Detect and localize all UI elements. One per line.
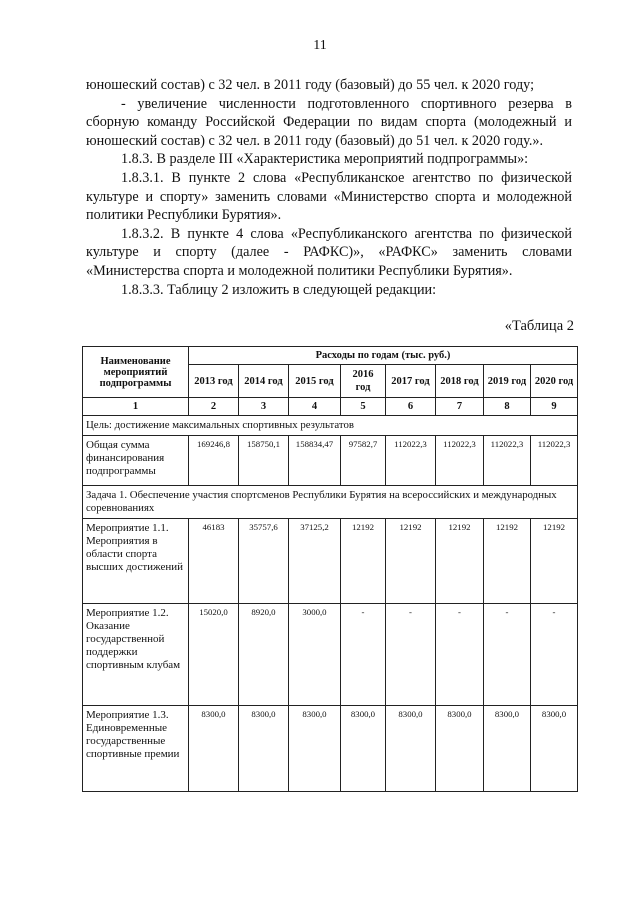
column-number: 5 [341, 398, 386, 416]
paragraph-2: - увеличение численности подготовленного спортивного резерва в сборную команду Российской Федерации по видам спорта (молодежный и юношеский состав) с 32 чел. в 2011 году (базовый) до 51 чел. к 2020 году.». [86, 95, 572, 149]
paragraph-6: 1.8.3.3. Таблицу 2 изложить в следующей редакции: [121, 281, 437, 298]
task-text: Задача 1. Обеспечение участия спортсменов Республики Бурятия на всероссийских и международных соревнованиях [83, 486, 578, 519]
task-row [83, 486, 578, 519]
year-header: 2020 год [531, 365, 578, 398]
activity-value: 46183 [189, 519, 239, 604]
page-number: 11 [313, 38, 327, 53]
total-value: 158750,1 [239, 436, 289, 486]
expenses-header: Расходы по годам (тыс. руб.) [189, 347, 578, 365]
paragraph-4: 1.8.3.1. В пункте 2 слова «Республиканское агентство по физической культуре и спорту» заменить словами «Министерство спорта и молодежной политики Республики Бурятия». [86, 169, 572, 224]
paragraph-3: 1.8.3. В разделе III «Характеристика мероприятий подпрограммы»: [121, 151, 529, 168]
activity-value: 12192 [531, 519, 578, 604]
total-value: 112022,3 [531, 436, 578, 486]
total-value: 158834,47 [289, 436, 341, 486]
total-value: 97582,7 [341, 436, 386, 486]
column-number: 8 [484, 398, 531, 416]
column-number: 1 [83, 398, 189, 416]
activity-value: - [484, 604, 531, 706]
activity-value: 8300,0 [289, 706, 341, 792]
total-row [83, 436, 578, 486]
paragraph-1: юношеский состав) с 32 чел. в 2011 году (базовый) до 55 чел. к 2020 году; [86, 77, 535, 93]
column-number: 6 [386, 398, 436, 416]
activity-value: 8920,0 [239, 604, 289, 706]
year-header: 2015 год [289, 365, 341, 398]
activity-value: 12192 [386, 519, 436, 604]
paragraph-5: 1.8.3.2. В пункте 4 слова «Республиканского агентства по физической культуре и спорту (далее - РАФКС)», «РАФКС» заменить словами «Министерства спорта и молодежной политики Республики Бурятия». [86, 225, 572, 279]
activity-name: Мероприятие 1.2. Оказание государственной поддержки спортивным клубам [83, 604, 189, 706]
column-number-row [83, 398, 578, 416]
activity-value: 35757,6 [239, 519, 289, 604]
activity-value: 15020,0 [189, 604, 239, 706]
activity-value: - [436, 604, 484, 706]
body-text [86, 76, 572, 299]
activity-value: 8300,0 [239, 706, 289, 792]
year-header: 2017 год [386, 365, 436, 398]
activity-value: 37125,2 [289, 519, 341, 604]
year-header: 2016 год [341, 365, 386, 398]
total-name: Общая сумма финансирования подпрограммы [83, 436, 189, 486]
table-row [83, 604, 578, 706]
activity-value: 8300,0 [386, 706, 436, 792]
activity-value: - [531, 604, 578, 706]
activity-value: - [341, 604, 386, 706]
column-number: 4 [289, 398, 341, 416]
total-value: 112022,3 [386, 436, 436, 486]
year-header: 2013 год [189, 365, 239, 398]
goal-row [83, 416, 578, 436]
activity-value: 8300,0 [436, 706, 484, 792]
total-value: 169246,8 [189, 436, 239, 486]
column-number: 9 [531, 398, 578, 416]
year-header: 2018 год [436, 365, 484, 398]
activity-value: - [386, 604, 436, 706]
table-row [83, 519, 578, 604]
activity-value: 8300,0 [341, 706, 386, 792]
name-column-header: Наименование мероприятий подпрограммы [83, 347, 189, 398]
year-header: 2014 год [239, 365, 289, 398]
activity-value: 12192 [484, 519, 531, 604]
column-number: 3 [239, 398, 289, 416]
activity-value: 12192 [341, 519, 386, 604]
activity-name: Мероприятие 1.1. Мероприятия в области спорта высших достижений [83, 519, 189, 604]
year-header: 2019 год [484, 365, 531, 398]
budget-table [82, 346, 578, 792]
activity-name: Мероприятие 1.3. Единовременные государственные спортивные премии [83, 706, 189, 792]
total-value: 112022,3 [484, 436, 531, 486]
goal-text: Цель: достижение максимальных спортивных результатов [83, 416, 578, 436]
table-caption: «Таблица 2 [504, 318, 574, 334]
activity-value: 12192 [436, 519, 484, 604]
activity-value: 8300,0 [189, 706, 239, 792]
table-row [83, 706, 578, 792]
activity-value: 3000,0 [289, 604, 341, 706]
activity-value: 8300,0 [531, 706, 578, 792]
column-number: 2 [189, 398, 239, 416]
total-value: 112022,3 [436, 436, 484, 486]
column-number: 7 [436, 398, 484, 416]
header-row [83, 347, 578, 365]
activity-value: 8300,0 [484, 706, 531, 792]
